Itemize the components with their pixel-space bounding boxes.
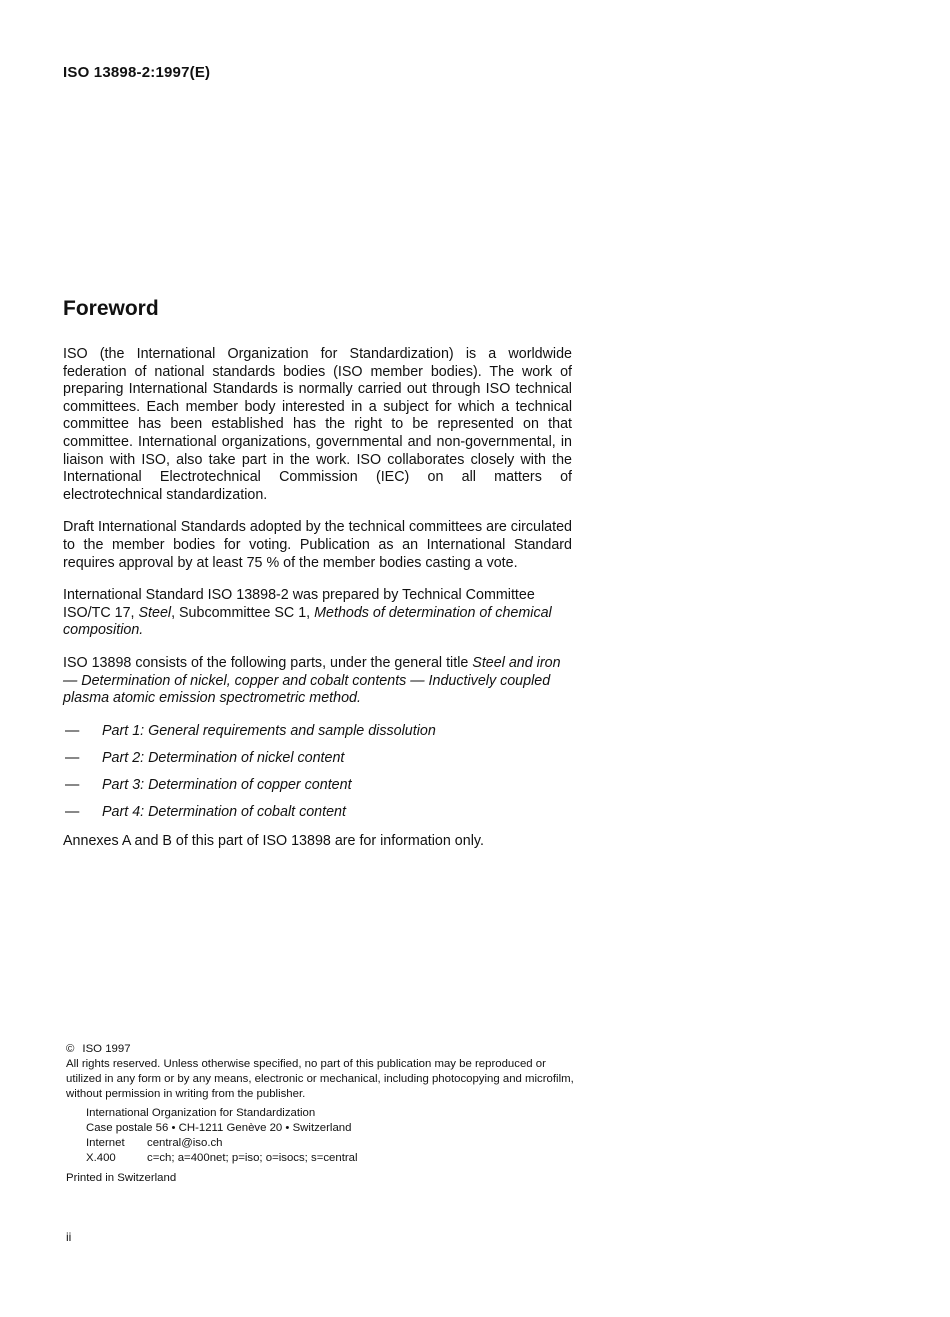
list-item: [63, 723, 572, 741]
x400-value: c=ch; a=400net; p=iso; o=isocs; s=central: [147, 1152, 358, 1164]
foreword-paragraph-parts: [63, 655, 572, 708]
copyright-block: [66, 1042, 576, 1186]
foreword-paragraph-drafts: Draft International Standards adopted by the technical committees are circulated to the member bodies for voting. Publication as an International Standard requires approval by at least 75 % of the member bodies casting a vote.: [63, 519, 572, 571]
copyright-line: [66, 1042, 576, 1057]
publisher-name: International Organization for Standardization: [86, 1107, 316, 1119]
list-dash: —: [65, 803, 80, 820]
printed-in: Printed in Switzerland: [66, 1172, 177, 1184]
rights-statement: All rights reserved. Unless otherwise specified, no part of this publication may be reproduced or utilized in any form or by any means, electronic or mechanical, including photocopying and microfilm, without permission in writing from the publisher.: [66, 1058, 574, 1100]
foreword-body: [63, 346, 572, 866]
postal-address: Case postale 56 • CH-1211 Genève 20 • Switzerland: [86, 1122, 352, 1134]
general-title: Steel and iron — Determination of nickel, copper and cobalt contents — Inductively coupled plasma atomic emission spectrometric method.: [63, 654, 561, 707]
list-item: [63, 777, 572, 795]
list-item-label: Part 3: Determination of copper content: [102, 776, 352, 793]
internet-row: [86, 1136, 576, 1151]
committee-text-1: International Standard ISO 13898-2 was prepared by Technical Committee ISO/TC 17,: [63, 587, 535, 621]
list-item: [63, 750, 572, 768]
document-header: ISO 13898-2:1997(E): [63, 64, 211, 81]
committee-name: Steel: [138, 604, 172, 621]
committee-text-2: , Subcommittee SC 1,: [171, 604, 315, 621]
subcommittee-name: Methods of determination of chemical composition.: [63, 604, 552, 639]
list-dash: —: [65, 749, 80, 766]
list-dash: —: [65, 776, 80, 793]
x400-label: X.400: [86, 1152, 116, 1164]
annex-note: Annexes A and B of this part of ISO 13898 are for information only.: [63, 833, 484, 850]
parts-intro-text: ISO 13898 consists of the following parts, under the general title: [63, 654, 473, 671]
foreword-paragraph-committee: [63, 587, 572, 640]
page-number: ii: [66, 1230, 72, 1244]
list-item: [63, 804, 572, 822]
list-item-label: Part 1: General requirements and sample dissolution: [102, 722, 436, 739]
list-item-label: Part 4: Determination of cobalt content: [102, 803, 346, 820]
foreword-title: Foreword: [63, 297, 159, 320]
list-item-label: Part 2: Determination of nickel content: [102, 749, 345, 766]
foreword-paragraph-iso: ISO (the International Organization for Standardization) is a worldwide federation of national standards bodies (ISO member bodies). The work of preparing International Standards is normally carried out through ISO technical committees. Each member body interested in a subject for which a technical committee has been established has the right to be represented on that committee. International organizations, governmental and non-governmental, in liaison with ISO, also take part in the work. ISO collaborates closely with the International Electrotechnical Commission (IEC) on all matters of electrotechnical standardization.: [63, 346, 572, 503]
publisher-address: [86, 1106, 576, 1166]
internet-label: Internet: [86, 1137, 125, 1149]
parts-list: [63, 723, 572, 822]
x400-row: [86, 1151, 576, 1166]
list-dash: —: [65, 722, 80, 739]
internet-value: central@iso.ch: [147, 1137, 223, 1149]
copyright-icon: ©: [66, 1043, 75, 1055]
copyright-year: ISO 1997: [82, 1043, 131, 1055]
